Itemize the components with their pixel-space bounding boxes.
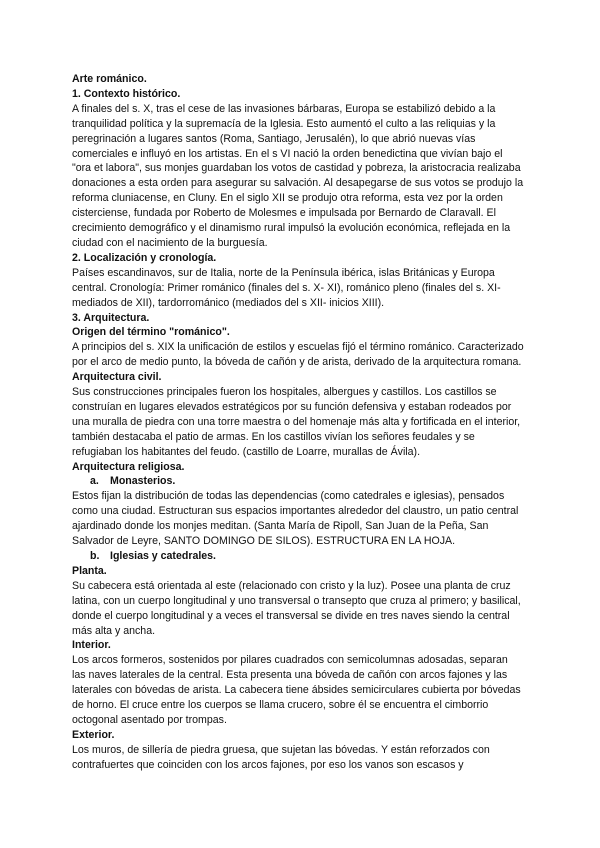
subheading-iglesias	[72, 549, 524, 564]
heading-exterior: Exterior.	[72, 728, 115, 741]
heading-localizacion: 2. Localización y cronología.	[72, 251, 217, 264]
paragraph-civil: Sus construcciones principales fueron los hospitales, albergues y castillos. Los castillos se construían en lugares elevados estratégicos por su función defensiva y estaban rodeados por una muralla de piedra con una torre maestra o del homenaje más alta y fortificada en el interior, también destacaba el patio de armas. En los castillos vivían los señores feudales y se refugiaban los habitantes del feudo. (castillo de Loarre, murallas de Ávila).	[72, 386, 521, 458]
heading-contexto: 1. Contexto histórico.	[72, 87, 181, 100]
heading-planta: Planta.	[72, 564, 107, 577]
paragraph-contexto: A finales del s. X, tras el cese de las invasiones bárbaras, Europa se estabilizó debido a la tranquilidad política y la supremacía de la Iglesia. Esto aumentó el culto a las reliquias y la peregrinación a lugares santos (Roma, Santiago, Jerusalén), lo que abrió nuevas vías comerciales e influyó en los artistas. En el s VI nació la orden benedictina que vivían bajo el "ora et labora", sus monjes guardaban los votos de castidad y pobreza, la aristocracia realizaba donaciones a esta orden para asegurar su salvación. Al desapegarse de sus votos se produjo la reforma cluniacense, en Cluny. En el siglo XII se produjo otra reforma, esta vez por la orden cisterciense, fundada por Roberto de Molesmes e impulsada por Bernardo de Claravall. El crecimiento demográfico y el dinamismo rural impulsó la evolución económica, reflejada en la ciudad con el nacimiento de la burguesía.	[72, 102, 524, 249]
paragraph-origen: A principios del s. XIX la unificación de estilos y escuelas fijó el término románico. Caracterizado por el arco de medio punto, la bóveda de cañón y de arista, derivado de la arquitectura romana.	[72, 341, 524, 369]
heading-civil: Arquitectura civil.	[72, 371, 162, 384]
paragraph-planta: Su cabecera está orientada al este (relacionado con cristo y la luz). Posee una planta de cruz latina, con un cuerpo longitudinal y uno transversal o transepto que cruza al primero; y basilical, donde el cuerpo longitudinal y a veces el transversal se divide en tres naves siendo la central más alta y ancha.	[72, 579, 521, 637]
list-marker-a: a.	[90, 475, 99, 488]
heading-religiosa: Arquitectura religiosa.	[72, 460, 185, 473]
paragraph-interior: Los arcos formeros, sostenidos por pilares cuadrados con semicolumnas adosadas, separan las naves laterales de la central. Esta presenta una bóveda de cañón con arcos fajones y las laterales con bóvedas de arista. La cabecera tiene ábsides semicirculares cubierta por bóvedas de horno. El cruce entre los cuerpos se llama crucero, sobre él se encuentra el cimborrio octogonal asentado por trompas.	[72, 654, 521, 726]
list-marker-b: b.	[90, 550, 100, 562]
paragraph-monasterios: Estos fijan la distribución de todas las dependencias (como catedrales e iglesias), pensados como una ciudad. Estructuran sus espacios importantes alrededor del claustro, un patio central ajardinado donde los monjes meditan. (Santa María de Ripoll, San Juan de la Peña, San Salvador de Leyre, SANTO DOMINGO DE SILOS). ESTRUCTURA EN LA HOJA.	[72, 490, 519, 548]
document-body	[72, 72, 524, 773]
heading-arquitectura: 3. Arquitectura.	[72, 311, 150, 324]
paragraph-exterior: Los muros, de sillería de piedra gruesa, que sujetan las bóvedas. Y están reforzados con contrafuertes que coinciden con los arcos fajones, por eso los vanos son escasos y	[72, 743, 490, 771]
heading-origen: Origen del término "románico".	[72, 326, 230, 339]
subheading-iglesias-label: Iglesias y catedrales.	[110, 550, 217, 562]
document-title: Arte románico.	[72, 73, 147, 85]
subheading-monasterios-label: Monasterios.	[110, 475, 176, 488]
heading-interior: Interior.	[72, 639, 111, 652]
subheading-monasterios	[72, 474, 524, 489]
paragraph-localizacion: Países escandinavos, sur de Italia, norte de la Península ibérica, islas Británicas y Europa central. Cronología: Primer románico (finales del s. X- XI), románico pleno (finales del s. XI- mediados de XII), tardorrománico (mediados del s XII- inicios XIII).	[72, 266, 501, 309]
